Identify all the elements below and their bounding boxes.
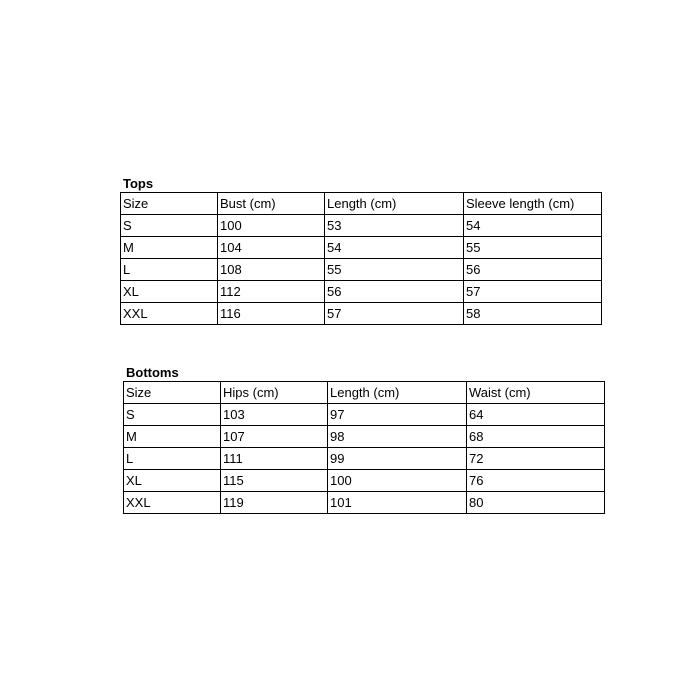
length-cell: 57 [325, 303, 464, 325]
size-cell: XL [124, 470, 221, 492]
size-cell: L [124, 448, 221, 470]
size-cell: S [124, 404, 221, 426]
waist-cell: 64 [467, 404, 605, 426]
header-length: Length (cm) [328, 382, 467, 404]
hips-cell: 119 [221, 492, 328, 514]
table-row [124, 492, 605, 514]
table-row [121, 281, 602, 303]
length-cell: 54 [325, 237, 464, 259]
tops-title: Tops [123, 176, 154, 191]
length-cell: 97 [328, 404, 467, 426]
table-row [124, 470, 605, 492]
header-bust: Bust (cm) [218, 193, 325, 215]
sleeve-length-cell: 57 [464, 281, 602, 303]
hips-cell: 103 [221, 404, 328, 426]
size-cell: L [121, 259, 218, 281]
bottoms-size-table [123, 381, 605, 514]
table-row [121, 259, 602, 281]
header-size: Size [121, 193, 218, 215]
length-cell: 99 [328, 448, 467, 470]
tops-size-table [120, 192, 602, 325]
sleeve-length-cell: 55 [464, 237, 602, 259]
header-hips: Hips (cm) [221, 382, 328, 404]
table-row [124, 448, 605, 470]
table-row [121, 303, 602, 325]
tops-section [120, 176, 602, 325]
length-cell: 100 [328, 470, 467, 492]
header-size: Size [124, 382, 221, 404]
size-cell: XXL [121, 303, 218, 325]
sleeve-length-cell: 56 [464, 259, 602, 281]
size-cell: XXL [124, 492, 221, 514]
table-header-row [124, 382, 605, 404]
bottoms-section [123, 365, 605, 514]
length-cell: 53 [325, 215, 464, 237]
length-cell: 98 [328, 426, 467, 448]
bust-cell: 112 [218, 281, 325, 303]
header-length: Length (cm) [325, 193, 464, 215]
header-sleeve-length: Sleeve length (cm) [464, 193, 602, 215]
table-row [124, 426, 605, 448]
table-row [124, 404, 605, 426]
size-cell: M [124, 426, 221, 448]
hips-cell: 115 [221, 470, 328, 492]
size-cell: M [121, 237, 218, 259]
sleeve-length-cell: 58 [464, 303, 602, 325]
hips-cell: 111 [221, 448, 328, 470]
waist-cell: 76 [467, 470, 605, 492]
bottoms-title: Bottoms [126, 365, 179, 380]
table-header-row [121, 193, 602, 215]
size-cell: S [121, 215, 218, 237]
bust-cell: 108 [218, 259, 325, 281]
size-cell: XL [121, 281, 218, 303]
sleeve-length-cell: 54 [464, 215, 602, 237]
length-cell: 101 [328, 492, 467, 514]
waist-cell: 72 [467, 448, 605, 470]
table-row [121, 237, 602, 259]
bust-cell: 104 [218, 237, 325, 259]
waist-cell: 80 [467, 492, 605, 514]
hips-cell: 107 [221, 426, 328, 448]
header-waist: Waist (cm) [467, 382, 605, 404]
bust-cell: 116 [218, 303, 325, 325]
bust-cell: 100 [218, 215, 325, 237]
waist-cell: 68 [467, 426, 605, 448]
length-cell: 56 [325, 281, 464, 303]
length-cell: 55 [325, 259, 464, 281]
table-row [121, 215, 602, 237]
